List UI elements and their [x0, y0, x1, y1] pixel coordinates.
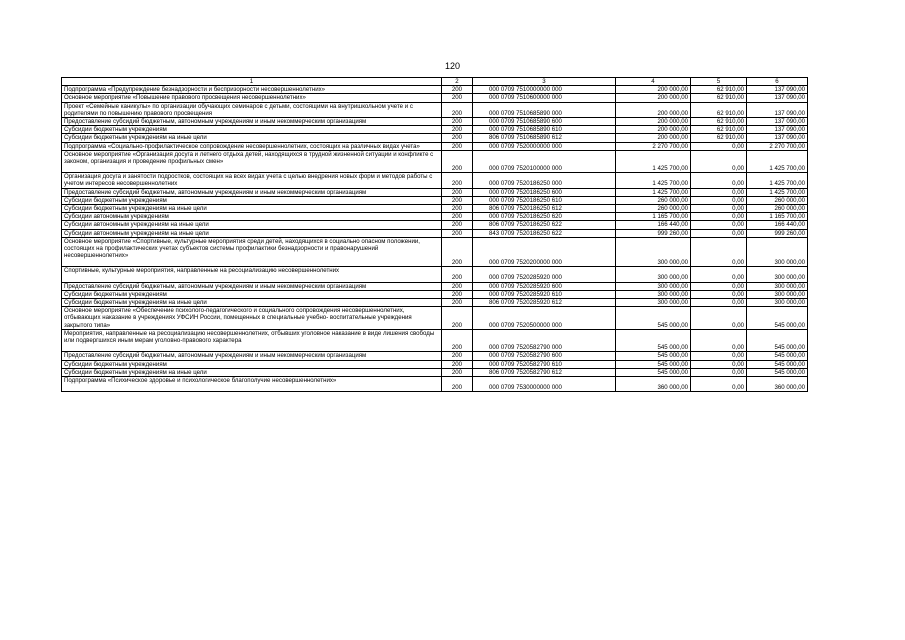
- row-name-cell: Субсидии автономным учреждениям на иные цели: [62, 221, 442, 229]
- table-row: [62, 142, 808, 150]
- row-classification-cell: 000 0709 7520186250 610: [473, 196, 616, 204]
- row-classification-cell: 806 0709 7520186250 622: [473, 221, 616, 229]
- row-amount-approved-cell: 545 000,00: [616, 307, 691, 330]
- row-code-cell: 200: [442, 213, 473, 221]
- row-code-cell: 200: [442, 205, 473, 213]
- table-row: [62, 299, 808, 307]
- row-amount-approved-cell: 545 000,00: [616, 352, 691, 360]
- table-row: [62, 368, 808, 376]
- row-amount-remaining-cell: 545 000,00: [747, 352, 808, 360]
- table-row: [62, 221, 808, 229]
- table-row: [62, 282, 808, 290]
- row-amount-remaining-cell: 300 000,00: [747, 237, 808, 267]
- row-code-cell: 200: [442, 126, 473, 134]
- row-amount-executed-cell: 0,00: [691, 290, 747, 298]
- table-row: [62, 94, 808, 102]
- table-row: [62, 102, 808, 117]
- row-amount-executed-cell: 62 910,00: [691, 94, 747, 102]
- row-code-cell: 200: [442, 102, 473, 117]
- row-amount-executed-cell: 0,00: [691, 299, 747, 307]
- row-classification-cell: 843 0709 7520186250 622: [473, 229, 616, 237]
- column-header: 4: [616, 78, 691, 86]
- row-classification-cell: 000 0709 7520582790 000: [473, 329, 616, 351]
- row-code-cell: 200: [442, 307, 473, 330]
- row-amount-executed-cell: 0,00: [691, 360, 747, 368]
- row-amount-remaining-cell: 300 000,00: [747, 282, 808, 290]
- row-amount-approved-cell: 300 000,00: [616, 267, 691, 282]
- row-amount-approved-cell: 300 000,00: [616, 290, 691, 298]
- row-code-cell: 200: [442, 329, 473, 351]
- row-name-cell: Основное мероприятие «Обеспечение психолого-педагогического и социального сопровождения несовершеннолетних, отбывающих наказание в учреждениях УФСИН России, помещенных в специальные учебно- воспитательные учреждения закрытого типа»: [62, 307, 442, 330]
- row-amount-remaining-cell: 137 090,00: [747, 126, 808, 134]
- row-name-cell: Подпрограмма «Социально-профилактическое сопровождение несовершеннолетних, состоящих на различных видах учета»: [62, 142, 442, 150]
- row-amount-remaining-cell: 545 000,00: [747, 307, 808, 330]
- row-name-cell: Субсидии автономным учреждениям на иные цели: [62, 229, 442, 237]
- row-code-cell: 200: [442, 188, 473, 196]
- table-row: [62, 237, 808, 267]
- row-classification-cell: 000 0709 7520500000 000: [473, 307, 616, 330]
- row-amount-executed-cell: 0,00: [691, 173, 747, 188]
- row-amount-approved-cell: 200 000,00: [616, 134, 691, 142]
- table-row: [62, 205, 808, 213]
- row-amount-approved-cell: 200 000,00: [616, 118, 691, 126]
- table-row: [62, 267, 808, 282]
- row-amount-executed-cell: 62 910,00: [691, 86, 747, 94]
- row-amount-executed-cell: 0,00: [691, 368, 747, 376]
- row-amount-remaining-cell: 1 425 700,00: [747, 173, 808, 188]
- row-classification-cell: 000 0709 7510000000 000: [473, 86, 616, 94]
- row-amount-executed-cell: 0,00: [691, 329, 747, 351]
- row-classification-cell: 000 0709 7510685890 610: [473, 126, 616, 134]
- row-name-cell: Предоставление субсидий бюджетным, автономным учреждениям и иным некоммерческим организациям: [62, 188, 442, 196]
- table-row: [62, 307, 808, 330]
- row-amount-remaining-cell: 137 090,00: [747, 102, 808, 117]
- row-amount-executed-cell: 62 910,00: [691, 118, 747, 126]
- table-row: [62, 126, 808, 134]
- row-amount-remaining-cell: 300 000,00: [747, 299, 808, 307]
- row-amount-executed-cell: 0,00: [691, 267, 747, 282]
- table-row: [62, 173, 808, 188]
- table-row: [62, 213, 808, 221]
- row-name-cell: Субсидии бюджетным учреждениям: [62, 196, 442, 204]
- row-classification-cell: 000 0709 7520200000 000: [473, 237, 616, 267]
- row-amount-executed-cell: 0,00: [691, 237, 747, 267]
- page-number: 120: [444, 61, 461, 71]
- row-classification-cell: 806 0709 7520285920 612: [473, 299, 616, 307]
- row-name-cell: Основное мероприятие «Спортивные, культурные мероприятия среди детей, находящихся в социально опасном положении, состоящих на профилактических учетах субъектов системы профилактики безнадзорности и правонарушений несовершеннолетних»: [62, 237, 442, 267]
- table-row: [62, 290, 808, 298]
- row-amount-executed-cell: 0,00: [691, 142, 747, 150]
- row-amount-approved-cell: 360 000,00: [616, 376, 691, 391]
- row-classification-cell: 000 0709 7520186250 600: [473, 188, 616, 196]
- row-code-cell: 200: [442, 196, 473, 204]
- budget-table: [61, 77, 808, 392]
- row-code-cell: 200: [442, 221, 473, 229]
- row-classification-cell: 000 0709 7510600000 000: [473, 94, 616, 102]
- row-amount-approved-cell: 545 000,00: [616, 368, 691, 376]
- table-row: [62, 134, 808, 142]
- row-code-cell: 200: [442, 376, 473, 391]
- row-name-cell: Предоставление субсидий бюджетным, автономным учреждениям и иным некоммерческим организациям: [62, 282, 442, 290]
- row-amount-remaining-cell: 300 000,00: [747, 267, 808, 282]
- row-name-cell: Субсидии бюджетным учреждениям: [62, 360, 442, 368]
- row-classification-cell: 000 0709 7520186250 000: [473, 173, 616, 188]
- column-header: 1: [62, 78, 442, 86]
- row-amount-approved-cell: 260 000,00: [616, 205, 691, 213]
- row-name-cell: Спортивные, культурные мероприятия, направленные на ресоциализацию несовершеннолетних: [62, 267, 442, 282]
- row-amount-remaining-cell: 137 090,00: [747, 118, 808, 126]
- row-amount-remaining-cell: 137 090,00: [747, 86, 808, 94]
- row-classification-cell: 000 0709 7510685890 600: [473, 118, 616, 126]
- row-name-cell: Основное мероприятие «Повышение правового просвещения несовершеннолетних»: [62, 94, 442, 102]
- table-row: [62, 150, 808, 172]
- row-amount-executed-cell: 0,00: [691, 307, 747, 330]
- row-amount-approved-cell: 2 270 700,00: [616, 142, 691, 150]
- row-amount-remaining-cell: 137 090,00: [747, 94, 808, 102]
- row-name-cell: Проект «Семейные каникулы» по организации обучающих семинаров с детьми, состоящими на внутришкольном учете и с родителями по повышению правового просвещения: [62, 102, 442, 117]
- table-row: [62, 188, 808, 196]
- row-classification-cell: 000 0709 7520582790 610: [473, 360, 616, 368]
- row-amount-remaining-cell: 2 270 700,00: [747, 142, 808, 150]
- row-amount-remaining-cell: 1 165 700,00: [747, 213, 808, 221]
- table-row: [62, 118, 808, 126]
- row-code-cell: 200: [442, 352, 473, 360]
- row-name-cell: Предоставление субсидий бюджетным, автономным учреждениям и иным некоммерческим организациям: [62, 352, 442, 360]
- row-amount-remaining-cell: 999 260,00: [747, 229, 808, 237]
- row-code-cell: 200: [442, 173, 473, 188]
- row-amount-remaining-cell: 260 000,00: [747, 205, 808, 213]
- table-body: [62, 78, 808, 392]
- row-code-cell: 200: [442, 282, 473, 290]
- row-name-cell: Мероприятия, направленные на ресоциализацию несовершеннолетних, отбывших уголовное наказание в виде лишения свободы или подвергшихся иным мерам уголовно-правового характера: [62, 329, 442, 351]
- row-code-cell: 200: [442, 142, 473, 150]
- row-name-cell: Субсидии бюджетным учреждениям на иные цели: [62, 299, 442, 307]
- row-amount-executed-cell: 0,00: [691, 213, 747, 221]
- row-code-cell: 200: [442, 299, 473, 307]
- row-code-cell: 200: [442, 360, 473, 368]
- row-code-cell: 200: [442, 134, 473, 142]
- table-row: [62, 329, 808, 351]
- row-amount-executed-cell: 0,00: [691, 221, 747, 229]
- row-name-cell: Подпрограмма «Психическое здоровье и психологическое благополучие несовершеннолетних»: [62, 376, 442, 391]
- row-amount-approved-cell: 1 425 700,00: [616, 188, 691, 196]
- row-name-cell: Предоставление субсидий бюджетным, автономным учреждениям и иным некоммерческим организациям: [62, 118, 442, 126]
- row-classification-cell: 000 0709 7530000000 000: [473, 376, 616, 391]
- row-name-cell: Субсидии бюджетным учреждениям: [62, 290, 442, 298]
- row-classification-cell: 000 0709 7520186250 620: [473, 213, 616, 221]
- table-row: [62, 229, 808, 237]
- table-header-row: [62, 78, 808, 86]
- row-amount-remaining-cell: 260 000,00: [747, 196, 808, 204]
- row-code-cell: 200: [442, 368, 473, 376]
- row-name-cell: Организация досуга и занятости подростков, состоящих на всех видах учета с целью внедрения новых форм и методов работы с учетом интересов несовершеннолетних: [62, 173, 442, 188]
- row-name-cell: Основное мероприятие «Организация досуга и летнего отдыха детей, находящихся в трудной жизненной ситуации и конфликте с законом, организация и проведение профильных смен»: [62, 150, 442, 172]
- row-amount-executed-cell: 62 910,00: [691, 134, 747, 142]
- row-amount-approved-cell: 300 000,00: [616, 282, 691, 290]
- row-code-cell: 200: [442, 118, 473, 126]
- row-amount-remaining-cell: 1 425 700,00: [747, 188, 808, 196]
- row-amount-executed-cell: 0,00: [691, 229, 747, 237]
- row-name-cell: Субсидии автономным учреждениям: [62, 213, 442, 221]
- row-amount-approved-cell: 1 165 700,00: [616, 213, 691, 221]
- row-amount-approved-cell: 1 425 700,00: [616, 173, 691, 188]
- row-amount-executed-cell: 0,00: [691, 150, 747, 172]
- row-amount-approved-cell: 300 000,00: [616, 237, 691, 267]
- table-row: [62, 352, 808, 360]
- row-amount-approved-cell: 545 000,00: [616, 360, 691, 368]
- row-amount-remaining-cell: 545 000,00: [747, 329, 808, 351]
- row-code-cell: 200: [442, 94, 473, 102]
- row-amount-approved-cell: 200 000,00: [616, 126, 691, 134]
- row-amount-approved-cell: 545 000,00: [616, 329, 691, 351]
- column-header: 5: [691, 78, 747, 86]
- row-amount-executed-cell: 62 910,00: [691, 102, 747, 117]
- row-amount-approved-cell: 200 000,00: [616, 102, 691, 117]
- row-amount-approved-cell: 300 000,00: [616, 299, 691, 307]
- row-amount-approved-cell: 1 425 700,00: [616, 150, 691, 172]
- row-classification-cell: 000 0709 7520000000 000: [473, 142, 616, 150]
- row-name-cell: Субсидии бюджетным учреждениям: [62, 126, 442, 134]
- row-amount-approved-cell: 200 000,00: [616, 86, 691, 94]
- table-row: [62, 376, 808, 391]
- row-code-cell: 200: [442, 290, 473, 298]
- table-row: [62, 360, 808, 368]
- row-amount-executed-cell: 0,00: [691, 188, 747, 196]
- row-classification-cell: 000 0709 7520285920 600: [473, 282, 616, 290]
- row-amount-approved-cell: 200 000,00: [616, 94, 691, 102]
- row-name-cell: Субсидии бюджетным учреждениям на иные цели: [62, 368, 442, 376]
- row-amount-remaining-cell: 545 000,00: [747, 368, 808, 376]
- row-classification-cell: 000 0709 7520285920 000: [473, 267, 616, 282]
- row-name-cell: Подпрограмма «Предупреждение безнадзорности и беспризорности несовершеннолетних»: [62, 86, 442, 94]
- row-amount-approved-cell: 999 260,00: [616, 229, 691, 237]
- row-amount-remaining-cell: 545 000,00: [747, 360, 808, 368]
- row-amount-remaining-cell: 166 440,00: [747, 221, 808, 229]
- row-classification-cell: 000 0709 7520285920 610: [473, 290, 616, 298]
- row-classification-cell: 806 0709 7520186250 612: [473, 205, 616, 213]
- row-code-cell: 200: [442, 229, 473, 237]
- table-row: [62, 86, 808, 94]
- row-amount-executed-cell: 0,00: [691, 205, 747, 213]
- row-amount-remaining-cell: 360 000,00: [747, 376, 808, 391]
- column-header: 2: [442, 78, 473, 86]
- row-amount-executed-cell: 0,00: [691, 376, 747, 391]
- row-code-cell: 200: [442, 150, 473, 172]
- row-amount-remaining-cell: 300 000,00: [747, 290, 808, 298]
- row-amount-remaining-cell: 1 425 700,00: [747, 150, 808, 172]
- row-amount-approved-cell: 166 440,00: [616, 221, 691, 229]
- row-amount-executed-cell: 0,00: [691, 352, 747, 360]
- row-classification-cell: 806 0709 7510685890 612: [473, 134, 616, 142]
- row-code-cell: 200: [442, 237, 473, 267]
- row-amount-executed-cell: 0,00: [691, 282, 747, 290]
- row-name-cell: Субсидии бюджетным учреждениям на иные цели: [62, 134, 442, 142]
- column-header: 6: [747, 78, 808, 86]
- row-amount-approved-cell: 260 000,00: [616, 196, 691, 204]
- row-code-cell: 200: [442, 267, 473, 282]
- row-name-cell: Субсидии бюджетным учреждениям на иные цели: [62, 205, 442, 213]
- row-classification-cell: 806 0709 7520582790 612: [473, 368, 616, 376]
- row-classification-cell: 000 0709 7510685890 000: [473, 102, 616, 117]
- row-code-cell: 200: [442, 86, 473, 94]
- row-classification-cell: 000 0709 7520582790 600: [473, 352, 616, 360]
- row-amount-remaining-cell: 137 090,00: [747, 134, 808, 142]
- table-row: [62, 196, 808, 204]
- row-amount-executed-cell: 62 910,00: [691, 126, 747, 134]
- column-header: 3: [473, 78, 616, 86]
- row-amount-executed-cell: 0,00: [691, 196, 747, 204]
- row-classification-cell: 000 0709 7520100000 000: [473, 150, 616, 172]
